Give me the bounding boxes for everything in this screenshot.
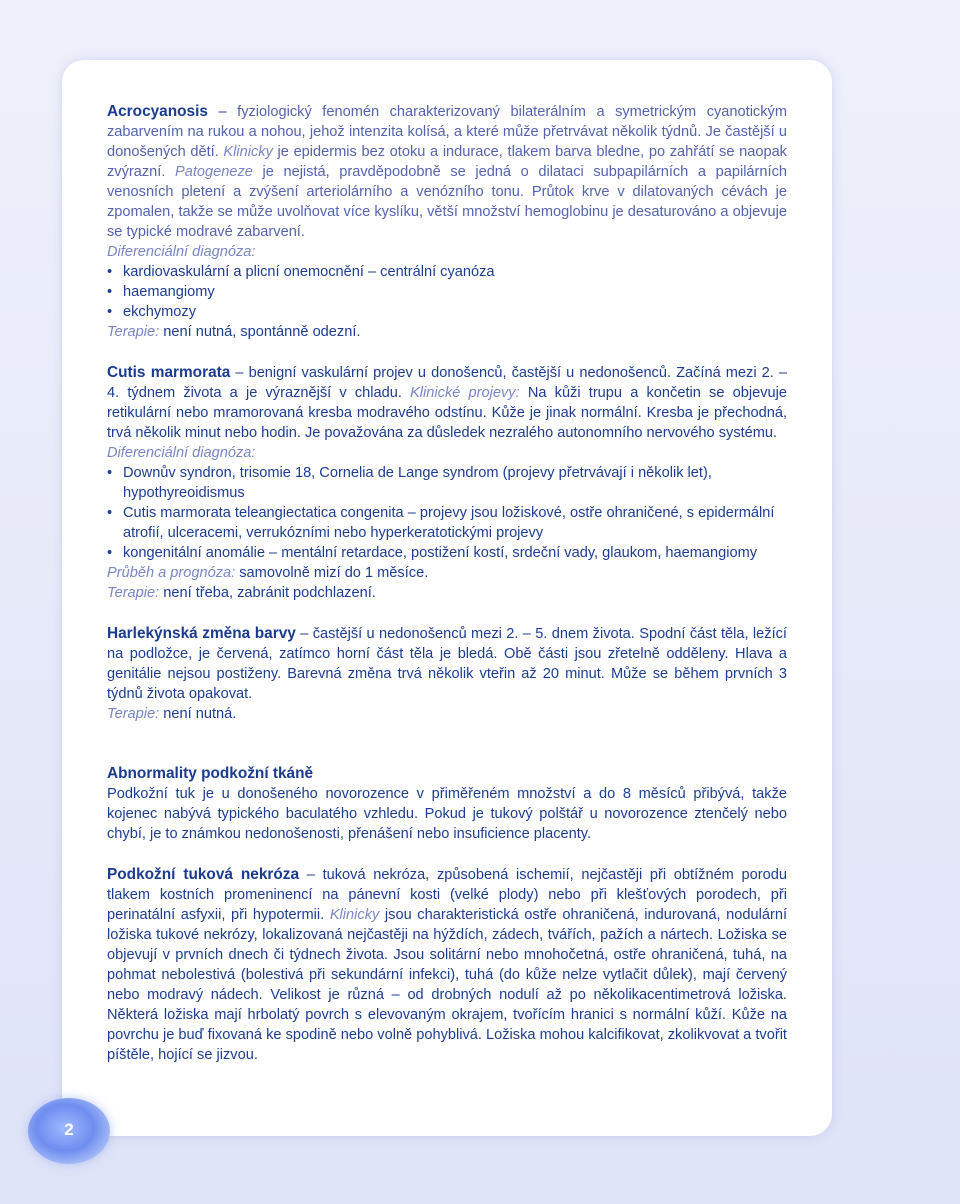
- cutis-heading: Cutis marmorata: [107, 364, 231, 381]
- terapie-label: Terapie:: [107, 585, 160, 601]
- list-item: • kardiovaskulární a plicní onemocnění – centrální cyanóza: [107, 262, 787, 282]
- dd-label: Diferenciální diagnóza:: [107, 445, 256, 461]
- abnormality-heading: Abnormality podkožní tkáně: [107, 765, 314, 782]
- terapie-label: Terapie:: [107, 706, 160, 722]
- acrocyanosis-therapy: [107, 322, 787, 342]
- klinicke-projevy-label: Klinické projevy:: [410, 385, 520, 401]
- list-item: • Downův syndron, trisomie 18, Cornelia de Lange syndrom (projevy přetrvávají i několik let), hypothyreoidismus: [107, 463, 787, 503]
- harlekyn-paragraph: [107, 624, 787, 704]
- separator: –: [299, 867, 323, 883]
- patogeneze-label: Patogeneze: [175, 164, 253, 180]
- page-number-badge: [28, 1098, 110, 1164]
- prognoza-label: Průběh a prognóza:: [107, 565, 236, 581]
- harlekyn-heading: Harlekýnská změna barvy: [107, 625, 296, 642]
- list-item: • ekchymozy: [107, 302, 787, 322]
- acrocyanosis-dd-list: [107, 262, 787, 322]
- list-item: • haemangiomy: [107, 282, 787, 302]
- page-number: 2: [64, 1120, 74, 1139]
- cutis-therapy: [107, 583, 787, 603]
- list-item: • Cutis marmorata teleangiectatica congenita – projevy jsou ložiskové, ostře ohraničené, s epidermální atrofií, ulceracemi, verrukózními nebo hyperkeratotickými projevy: [107, 503, 787, 543]
- acrocyanosis-heading: Acrocyanosis: [107, 103, 208, 120]
- acrocyanosis-intro: fyziologický fenomén charakterizovaný bilaterálním a symetrickým cyanotickým zabarvením na rukou a nohou, jehož intenzita kolísá, a které může přetrvávat několik týdnů. Je častější u donošených dětí.: [107, 104, 787, 160]
- prognoza-text: samovolně mizí do 1 měsíce.: [235, 565, 429, 581]
- nekroza-text-2: jsou charakteristická ostře ohraničená, indurovaná, nodulární ložiska tukové nekrózy, lokalizovaná nejčastěji na hýždích, zádech, tvářích, pažích a nártech. Ložiska se objevují v prvních dnech či týdnech života. Jsou solitární nebo mnohočetná, ostře ohraničená, tuhá, na pohmat nebolestivá (bolestivá při sekundární infekci), tuhá (do kůže nelze vytlačit důlek), mají červený nebo modravý nádech. Velikost je různá – od drobných nodulí až po několikacentimetrová ložiska. Některá ložiska mají hrbolatý povrch s elevovaným okrajem, tvořícím hranici s normální kůží. Kůže na povrchu je buď fixovaná ke spodině nebo volně pohyblivá. Ložiska mohou kalcifikovat, zkolikvovat a tvořit píštěle, hojící se jizvou.: [107, 907, 787, 1063]
- acrocyanosis-paragraph: [107, 102, 787, 242]
- document-body: [107, 102, 787, 1065]
- harlekyn-text: častější u nedonošenců mezi 2. – 5. dnem života. Spodní část těla, ležící na podložce, je červená, zatímco horní část těla je bledá. Obě části jsou zřetelně odděleny. Hlava a genitálie nejsou postiženy. Barevná změna trvá několik vteřin až 20 minut. Může se během prvních 3 týdnů života opakovat.: [107, 626, 787, 702]
- klinicky-label: Klinicky: [329, 907, 380, 923]
- nekroza-heading: Podkožní tuková nekróza: [107, 866, 300, 883]
- cutis-intro: benigní vaskulární projev u donošenců, častější u nedonošenců. Začíná mezi 2. – 4. týdnem života a je výraznější v chladu.: [107, 365, 787, 401]
- terapie-text: není třeba, zabránit podchlazení.: [159, 585, 376, 601]
- nekroza-paragraph: [107, 865, 787, 1065]
- list-item: • kongenitální anomálie – mentální retardace, postižení kostí, srdeční vady, glaukom, haemangiomy: [107, 543, 787, 563]
- dd-label: Diferenciální diagnóza:: [107, 244, 256, 260]
- separator: –: [230, 365, 249, 381]
- harlekyn-therapy: [107, 704, 787, 724]
- klinicke-projevy-text: Na kůži trupu a končetin se objevuje retikulární nebo mramorovaná kresba modravého odstínu. Kůže je jinak normální. Kresba je přechodná, trvá několik minut nebo hodin. Je považována za důsledek nezralého autonomního nervového systému.: [107, 385, 787, 441]
- patogeneze-text: je nejistá, pravděpodobně se jedná o dilataci subpapilárních a papilárních venosních pletení a zvýšení arteriolárního a venózního tonu. Průtok krve v dilatovaných cévách je zpomalen, takže se může uvolňovat více kyslíku, větší množství hemoglobinu je desaturováno a objevuje se typické modravé zabarvení.: [107, 164, 787, 240]
- terapie-text: není nutná, spontánně odezní.: [159, 324, 361, 340]
- nekroza-text-1: tuková nekróza, způsobená ischemií, nejčastěji při obtížném porodu tlakem kostních promeninencí na pánevní kosti (velké plody) nebo při klešťových porodech, při perinatální asfyxii, při hypotermii.: [107, 867, 787, 923]
- separator: –: [295, 626, 313, 642]
- separator: –: [207, 104, 238, 120]
- klinicky-text: je epidermis bez otoku a indurace, tlakem barva bledne, po zahřátí se naopak zvýrazní.: [107, 144, 787, 180]
- cutis-prognosis: [107, 563, 787, 583]
- terapie-text: není nutná.: [159, 706, 237, 722]
- terapie-label: Terapie:: [107, 324, 160, 340]
- cutis-dd-list: [107, 463, 787, 563]
- cutis-paragraph: [107, 363, 787, 443]
- abnormality-text: Podkožní tuk je u donošeného novorozence v přiměřeném množství a do 8 měsíců přibývá, takže kojenec nabývá typického baculatého vzhledu. Pokud je tukový polštář u novorozence ztenčelý nebo chybí, je to známkou nedonošenosti, přenášení nebo insuficience placenty.: [107, 786, 787, 842]
- klinicky-label: Klinicky: [223, 144, 273, 160]
